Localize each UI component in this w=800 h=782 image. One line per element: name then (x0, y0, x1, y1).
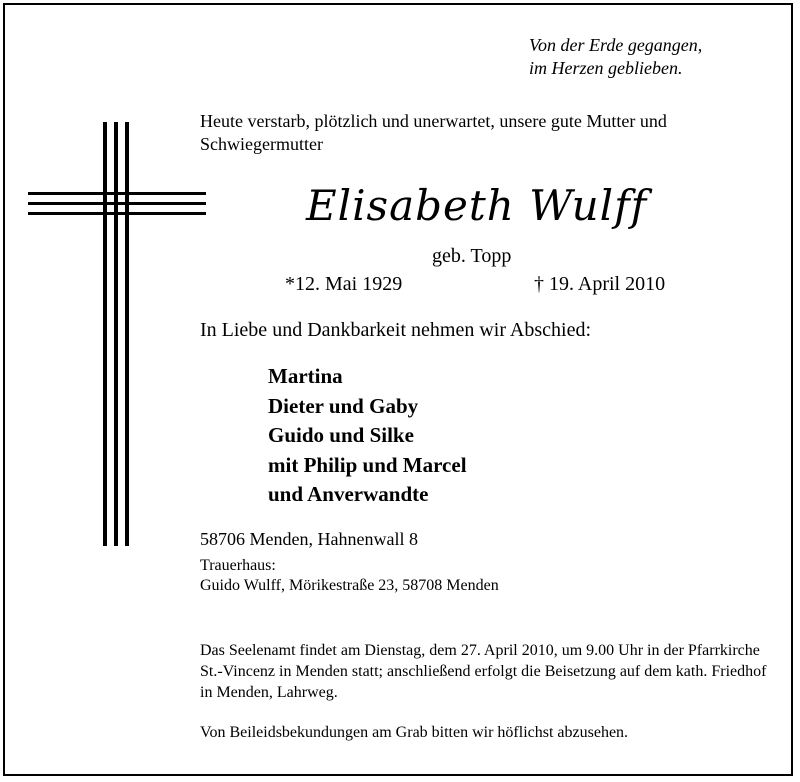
family-list (268, 362, 467, 510)
birth-date: *12. Mai 1929 (285, 273, 403, 295)
condolence-note: Von Beileidsbekundungen am Grab bitten wir höflichst abzusehen. (200, 724, 629, 741)
family-member: Guido und Silke (268, 423, 414, 447)
service-details: Das Seelenamt findet am Dienstag, dem 27. April 2010, um 9.00 Uhr in der Pfarrkirche St.-Vincenz in Menden statt; anschließend erfolgt die Beisetzung auf dem kath. Friedhof in Menden, Lahrweg. (200, 642, 767, 701)
maiden-name: geb. Topp (432, 245, 512, 267)
family-address: 58706 Menden, Hahnenwall 8 (200, 529, 418, 549)
mourning-house-label: Trauerhaus: (200, 557, 276, 574)
farewell-text: In Liebe und Dankbarkeit nehmen wir Abschied: (200, 319, 591, 341)
intro-text: Heute verstarb, plötzlich und unerwartet, unsere gute Mutter und Schwiegermutter (200, 111, 667, 154)
deceased-name: Elisabeth Wulff (306, 181, 648, 230)
family-member: mit Philip und Marcel (268, 452, 467, 477)
family-member: und Anverwandte (268, 482, 429, 506)
motto-line-1: Von der Erde gegangen, (529, 35, 703, 55)
cross-icon (28, 122, 206, 551)
family-member: Martina (268, 364, 343, 388)
death-date: † 19. April 2010 (534, 273, 666, 295)
mourning-house-address: Guido Wulff, Mörikestraße 23, 58708 Menden (200, 577, 499, 594)
motto-line-2: im Herzen geblieben. (529, 58, 683, 78)
family-member: Dieter und Gaby (268, 393, 419, 418)
motto (529, 34, 702, 80)
